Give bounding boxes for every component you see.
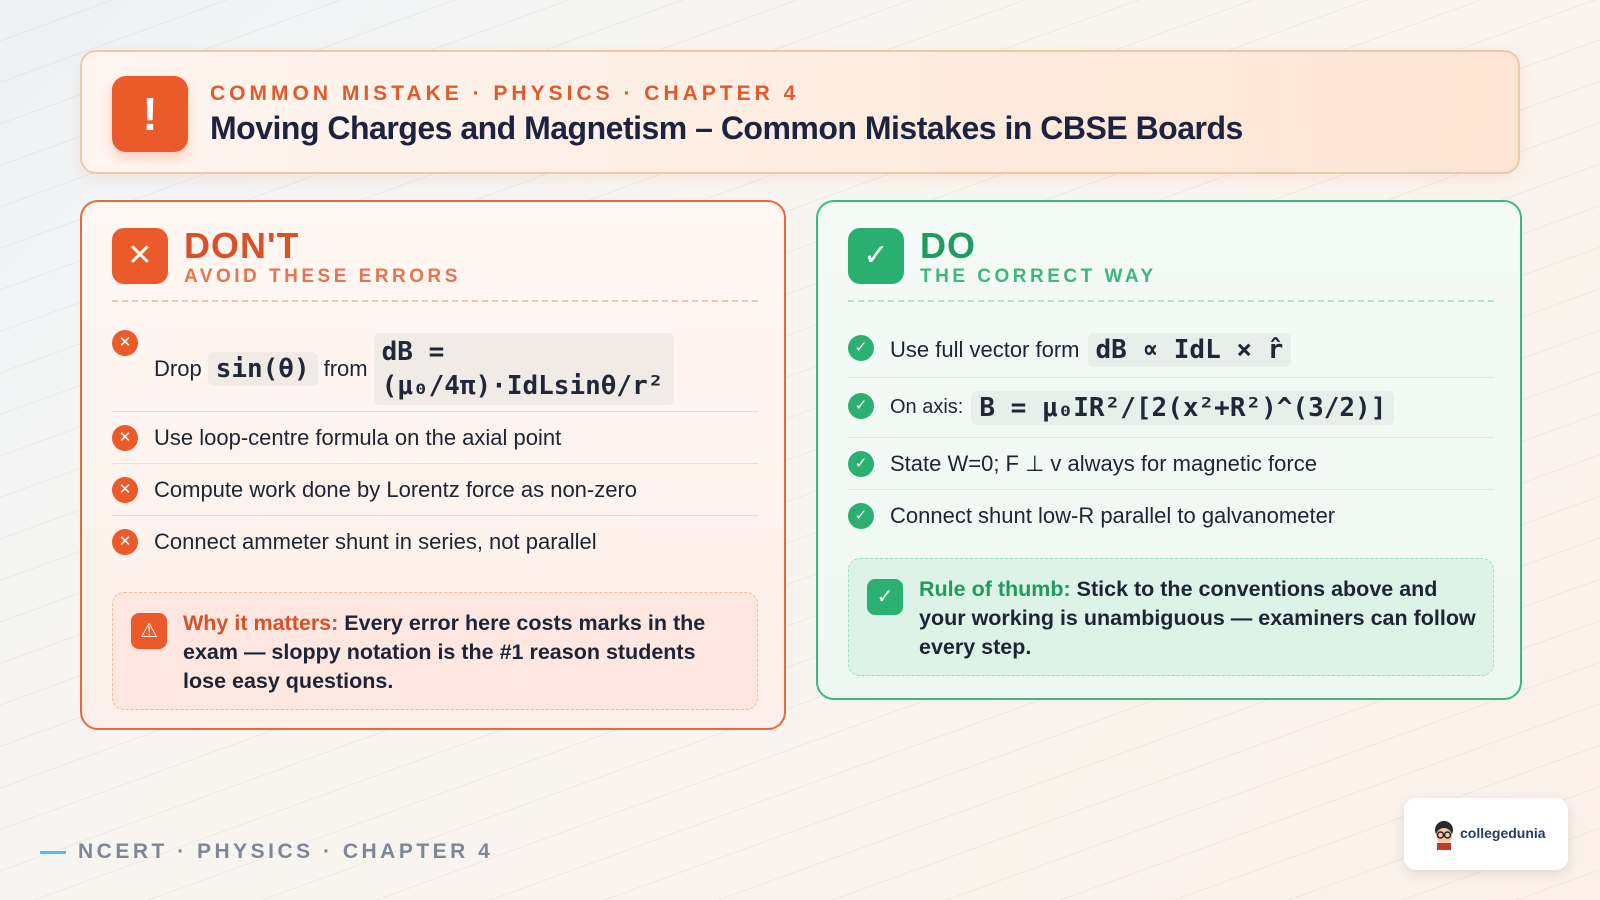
- dont-card-header: [112, 226, 758, 302]
- check-icon: ✓: [848, 503, 874, 529]
- note-body: Every error here costs marks in the exam — sloppy notation is the #1 reason students lose easy questions.: [183, 611, 706, 693]
- list-item: [848, 378, 1494, 438]
- check-icon: ✓: [848, 393, 874, 419]
- header-banner: [80, 50, 1520, 174]
- rule-of-thumb-note: [848, 558, 1494, 676]
- do-list: [848, 322, 1494, 542]
- brand-badge[interactable]: [1404, 798, 1568, 870]
- formula-code: dB = (μ₀/4π)·IdLsinθ/r²: [374, 333, 674, 405]
- check-icon: ✓: [848, 228, 904, 284]
- formula-code: B = μ₀IR²/[2(x²+R²)^(3/2)]: [971, 391, 1394, 425]
- item-text: from: [323, 355, 368, 381]
- item-text: Connect ammeter shunt in series, not parallel: [154, 529, 597, 554]
- note-body: Stick to the conventions above and your working is unambiguous — examiners can follow every step.: [919, 577, 1476, 659]
- list-item: [112, 516, 758, 568]
- brand-name: collegedunia: [1460, 825, 1546, 841]
- note-text: [919, 575, 1479, 662]
- list-item: [848, 490, 1494, 542]
- dont-title: DON'T: [184, 225, 300, 266]
- warning-icon: ⚠: [131, 613, 167, 649]
- footer: [40, 840, 493, 864]
- note-text: [183, 609, 743, 696]
- item-text: Drop: [154, 355, 202, 381]
- dont-card: [80, 200, 786, 730]
- footer-accent-line: [40, 851, 66, 854]
- item-text: Compute work done by Lorentz force as non-zero: [154, 476, 638, 502]
- check-icon: ✓: [848, 335, 874, 361]
- note-lead: Why it matters:: [183, 611, 339, 635]
- check-icon: ✓: [867, 579, 903, 615]
- do-title: DO: [920, 225, 976, 266]
- cross-icon: ✕: [112, 228, 168, 284]
- header-kicker: COMMON MISTAKE · PHYSICS · CHAPTER 4: [210, 82, 800, 105]
- mascot-logo-icon: [1430, 818, 1458, 850]
- exclamation-icon: !: [112, 76, 188, 152]
- cross-icon: ✕: [112, 477, 138, 503]
- list-item: [112, 464, 758, 516]
- item-text: Use loop-centre formula on the axial point: [154, 424, 562, 450]
- cross-icon: ✕: [112, 330, 138, 356]
- do-card-header: [848, 226, 1494, 302]
- cross-icon: ✕: [112, 529, 138, 555]
- item-text: Use full vector form: [890, 336, 1080, 362]
- why-it-matters-note: [112, 592, 758, 710]
- list-item: [112, 322, 758, 412]
- list-item: [848, 438, 1494, 490]
- item-text: State W=0; F ⊥ v always for magnetic force: [890, 450, 1317, 476]
- footer-text: NCERT · PHYSICS · CHAPTER 4: [78, 840, 494, 863]
- list-item: [112, 412, 758, 464]
- formula-code: sin(θ): [208, 352, 318, 386]
- formula-code: dB ∝ IdL × r̂: [1088, 333, 1292, 367]
- page-title: Moving Charges and Magnetism – Common Mistakes in CBSE Boards: [210, 110, 1243, 146]
- item-text: Connect shunt low-R parallel to galvanometer: [890, 503, 1336, 528]
- dont-list: [112, 322, 758, 568]
- cross-icon: ✕: [112, 425, 138, 451]
- do-card: [816, 200, 1522, 700]
- dont-subtitle: AVOID THESE ERRORS: [184, 266, 461, 287]
- do-subtitle: THE CORRECT WAY: [920, 266, 1157, 287]
- check-icon: ✓: [848, 451, 874, 477]
- list-item: [848, 322, 1494, 378]
- item-text: On axis:: [890, 396, 964, 418]
- note-lead: Rule of thumb:: [919, 577, 1071, 601]
